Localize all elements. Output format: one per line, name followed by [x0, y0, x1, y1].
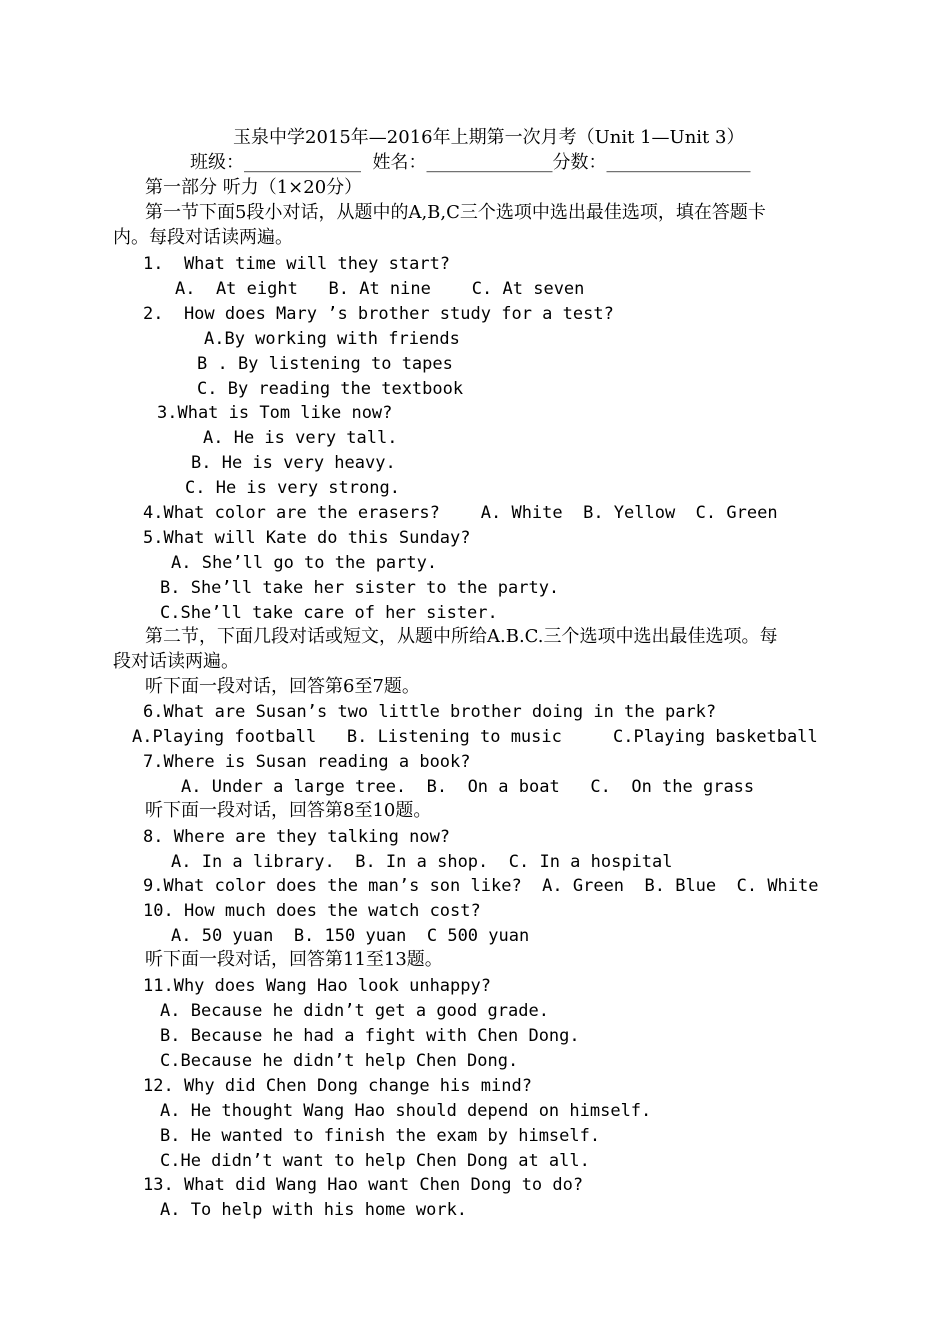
student-info-line: 班级：_____________ 姓名：______________分数：________________: [190, 152, 751, 173]
question-5-option-b: B. She’ll take her sister to the party.: [160, 578, 560, 598]
question-10-options: A. 50 yuan B. 150 yuan C 500 yuan: [171, 926, 530, 946]
question-10: 10. How much does the watch cost?: [143, 901, 481, 921]
question-2: 2. How does Mary ’s brother study for a test?: [143, 304, 614, 324]
question-11-option-b: B. Because he had a fight with Chen Dong.: [160, 1026, 580, 1046]
question-9: 9.What color does the man’s son like? A. Green B. Blue C. White: [143, 876, 819, 896]
question-1: 1. What time will they start?: [143, 254, 451, 274]
question-11-option-a: A. Because he didn’t get a good grade.: [160, 1001, 549, 1021]
question-12-option-b: B. He wanted to finish the exam by himself.: [160, 1126, 601, 1146]
question-3-option-c: C. He is very strong.: [185, 478, 400, 498]
question-2-option-a: A.By working with friends: [204, 329, 460, 349]
question-6-options: A.Playing football B. Listening to music C.Playing basketball: [132, 727, 818, 747]
question-7-options: A. Under a large tree. B. On a boat C. On the grass: [181, 777, 755, 797]
question-5-option-c: C.She’ll take care of her sister.: [160, 603, 498, 623]
section2-instruction-cont: 段对话读两遍。: [113, 651, 239, 672]
question-13-option-a: A. To help with his home work.: [160, 1200, 468, 1220]
question-3-option-b: B. He is very heavy.: [191, 453, 396, 473]
dialogue-group-heading: 听下面一段对话，回答第6至7题。: [145, 676, 420, 697]
section1-instruction-cont: 内。每段对话读两遍。: [113, 227, 293, 248]
part1-heading: 第一部分 听力（1×20分）: [145, 177, 363, 198]
question-5-option-a: A. She’ll go to the party.: [171, 553, 438, 573]
question-8: 8. Where are they talking now?: [143, 827, 451, 847]
question-11-option-c: C.Because he didn’t help Chen Dong.: [160, 1051, 519, 1071]
exam-title: 玉泉中学2015年—2016年上期第一次月考（Unit 1—Unit 3）: [233, 127, 745, 148]
question-3-option-a: A. He is very tall.: [203, 428, 398, 448]
question-13: 13. What did Wang Hao want Chen Dong to do?: [143, 1175, 584, 1195]
question-6: 6.What are Susan’s two little brother doing in the park?: [143, 702, 717, 722]
question-4: 4.What color are the erasers? A. White B. Yellow C. Green: [143, 503, 778, 523]
dialogue-group-heading: 听下面一段对话，回答第11至13题。: [145, 949, 443, 970]
question-2-option-c: C. By reading the textbook: [197, 379, 464, 399]
question-12-option-c: C.He didn’t want to help Chen Dong at all.: [160, 1151, 590, 1171]
section2-instruction: 第二节，下面几段对话或短文，从题中所给A.B.C.三个选项中选出最佳选项。每: [145, 626, 778, 647]
question-3: 3.What is Tom like now?: [157, 403, 393, 423]
question-1-options: A. At eight B. At nine C. At seven: [175, 279, 585, 299]
section1-instruction: 第一节下面5段小对话，从题中的A,B,C三个选项中选出最佳选项，填在答题卡: [145, 202, 766, 223]
question-5: 5.What will Kate do this Sunday?: [143, 528, 471, 548]
question-12-option-a: A. He thought Wang Hao should depend on himself.: [160, 1101, 652, 1121]
question-8-options: A. In a library. B. In a shop. C. In a hospital: [171, 852, 673, 872]
dialogue-group-heading: 听下面一段对话，回答第8至10题。: [145, 800, 432, 821]
question-2-option-b: B . By listening to tapes: [197, 354, 453, 374]
question-11: 11.Why does Wang Hao look unhappy?: [143, 976, 491, 996]
question-12: 12. Why did Chen Dong change his mind?: [143, 1076, 532, 1096]
question-7: 7.Where is Susan reading a book?: [143, 752, 471, 772]
